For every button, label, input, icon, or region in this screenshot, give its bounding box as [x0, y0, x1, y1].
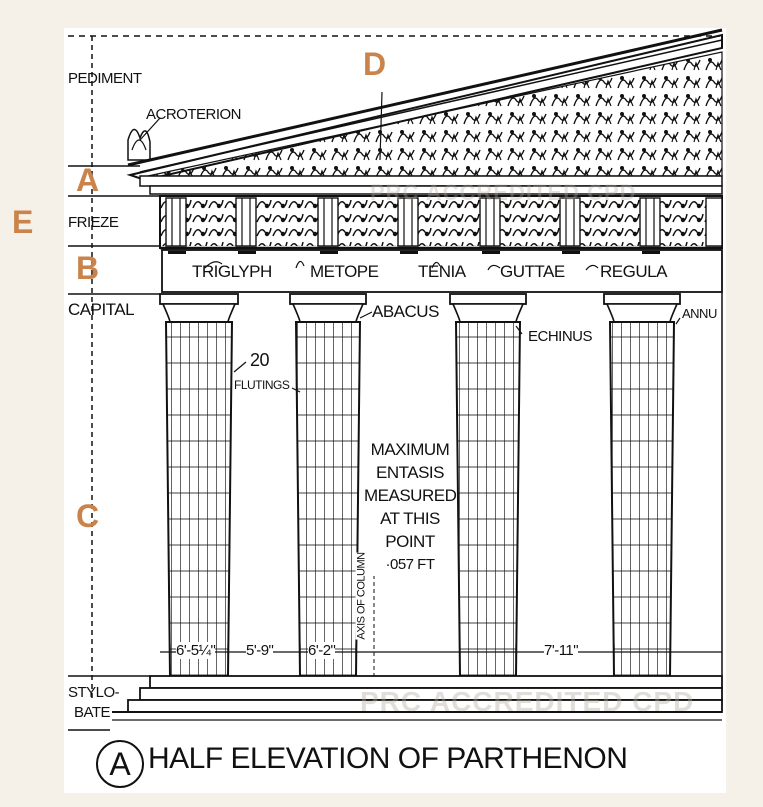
entasis-note [364, 438, 456, 576]
label-pediment: PEDIMENT [68, 70, 142, 87]
watermark-text-2: PRC ACCREDITED CPD [360, 686, 695, 717]
quiz-letter-e: E [12, 204, 34, 240]
caption-marker: A [96, 740, 144, 788]
quiz-letter-c: C [76, 498, 100, 534]
label-echinus: ECHINUS [528, 328, 593, 345]
column-4 [604, 294, 680, 676]
label-guttae: GUTTAE [500, 262, 565, 281]
label-annulet: ANNU [682, 306, 717, 321]
quiz-letter-d: D [363, 46, 387, 82]
quiz-letter-a: A [76, 162, 100, 198]
dimension-2: 5'-9" [246, 642, 274, 659]
label-frieze: FRIEZE [68, 214, 119, 231]
dimension-4: 7'-11" [544, 642, 579, 659]
dimension-3: 6'-2" [308, 642, 336, 659]
entasis-line-4: AT THIS [380, 509, 440, 528]
entasis-line-5: POINT [385, 532, 435, 551]
label-abacus: ABACUS [372, 302, 439, 321]
caption-title: HALF ELEVATION OF PARTHENON [148, 742, 628, 775]
label-tenia: TENIA [418, 262, 466, 281]
label-axis-of-column: AXIS OF COLUMN [355, 552, 368, 640]
column-1 [160, 294, 238, 676]
quiz-letter-b: B [76, 250, 100, 286]
label-flutings-number: 20 [250, 350, 270, 370]
label-triglyph: TRIGLYPH [192, 262, 272, 281]
label-metope: METOPE [310, 262, 379, 281]
watermark-text-1: PRC ACCREDITED CPD [370, 180, 637, 205]
entasis-line-6: ·057 FT [385, 556, 435, 573]
entasis-line-3: MEASURED [364, 486, 457, 505]
label-stylobate-1: STYLO- [68, 684, 120, 701]
column-3 [450, 294, 526, 676]
label-regula: REGULA [600, 262, 667, 281]
entasis-line-2: ENTASIS [376, 463, 444, 482]
label-acroterion: ACROTERION [146, 106, 242, 123]
label-flutings: FLUTINGS [234, 378, 290, 392]
label-capital: CAPITAL [68, 300, 135, 319]
entasis-line-1: MAXIMUM [370, 440, 450, 459]
dimension-1: 6'-5¼" [176, 642, 216, 659]
label-stylobate-2: BATE [74, 704, 111, 721]
